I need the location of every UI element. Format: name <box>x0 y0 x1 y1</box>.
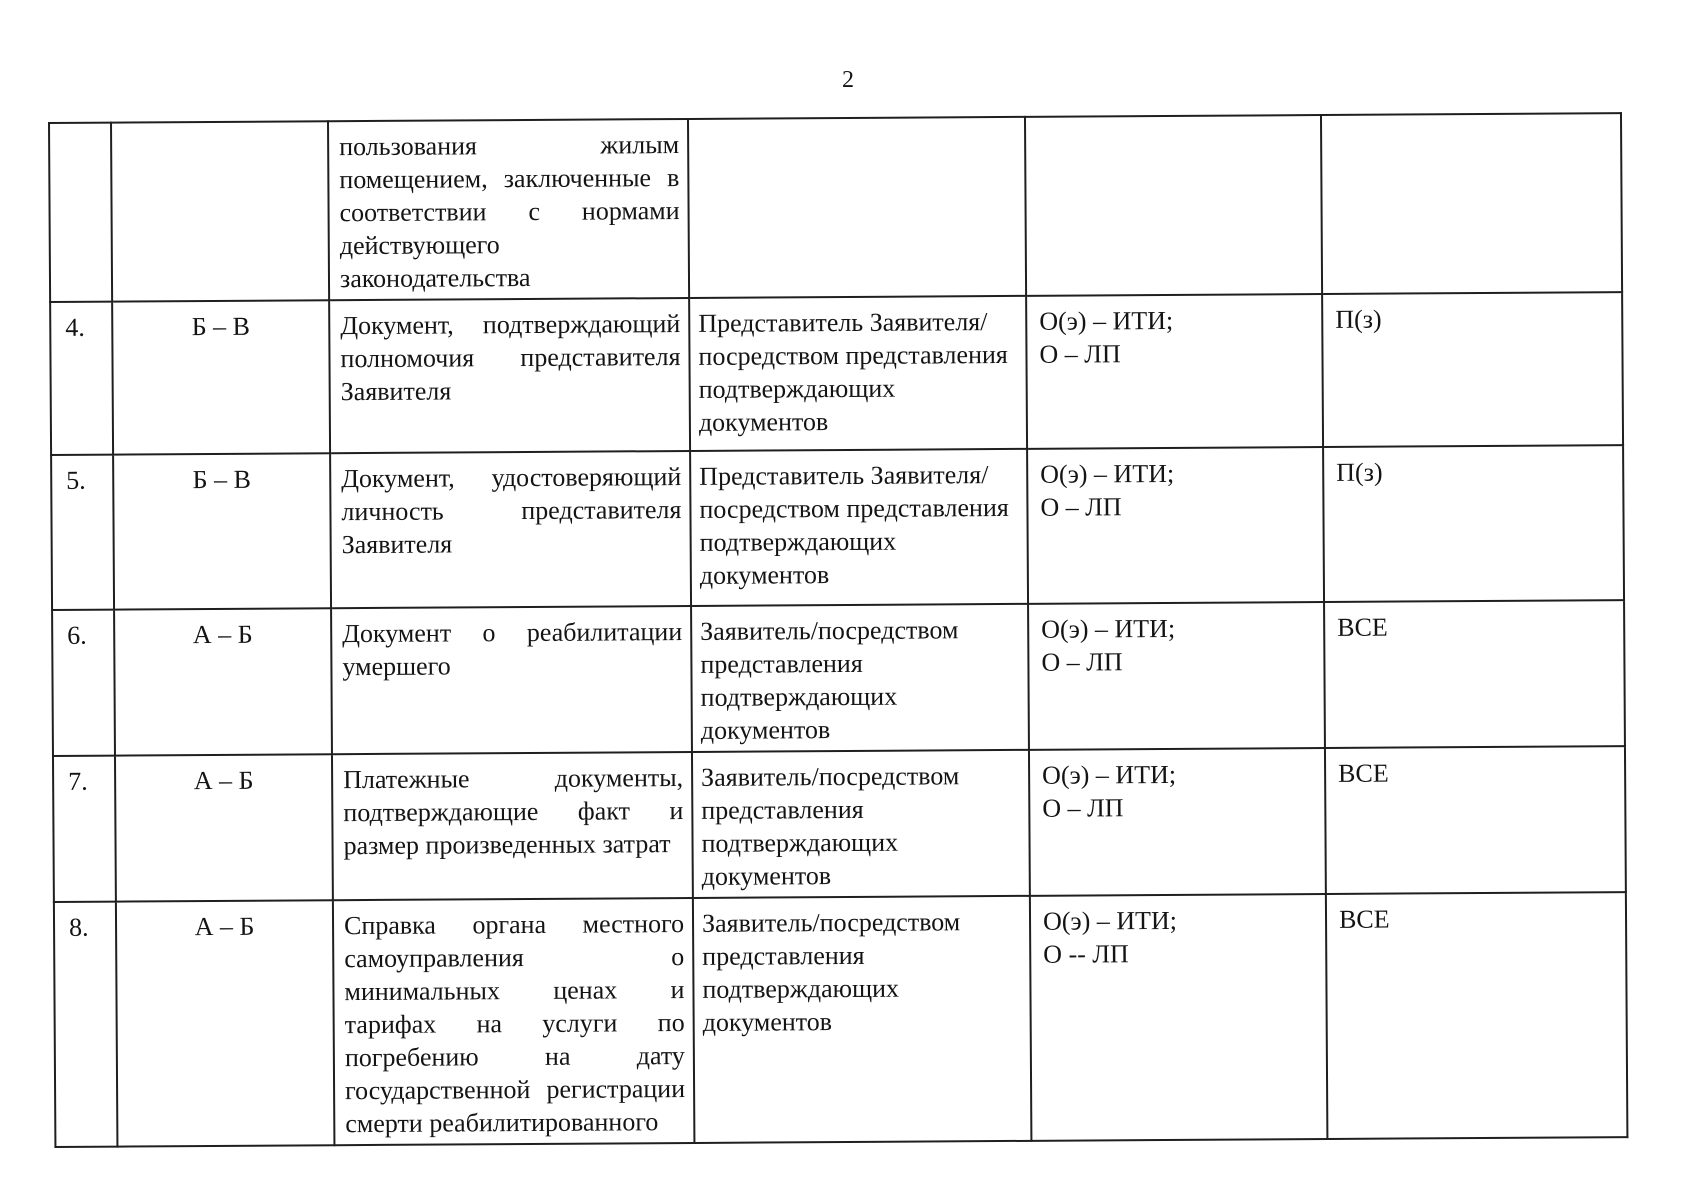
document-name: Документ, удостоверяющий личность представителя Заявителя <box>330 451 691 608</box>
document-name: Платежные документы, подтверждающие факт и размер произведенных затрат <box>332 752 693 900</box>
document-scope: ВСЕ <box>1325 746 1626 894</box>
row-number: 6. <box>52 610 115 756</box>
row-number: 4. <box>50 302 113 455</box>
document-form: О(э) – ИТИ; О – ЛП <box>1029 748 1326 896</box>
page-number: 2 <box>842 67 854 93</box>
document-provider: Заявитель/посредством представления подтверждающих документов <box>691 604 1029 752</box>
document-name: Справка органа местного самоуправления о минимальных ценах и тарифах на услуги по погребению на дату государственной регистрации смерти реабилитированного <box>333 898 695 1145</box>
row-code: А – Б <box>115 754 333 901</box>
document-scope: ВСЕ <box>1324 600 1625 748</box>
row-number: 5. <box>51 455 114 610</box>
table-row <box>53 746 1626 902</box>
document-form <box>1025 115 1322 296</box>
document-provider: Заявитель/посредством представления подтверждающих документов <box>692 750 1030 898</box>
document-name: Документ о реабилитации умершего <box>331 606 692 754</box>
row-code: А – Б <box>114 608 332 755</box>
document-provider: Заявитель/посредством представления подтверждающих документов <box>693 896 1032 1143</box>
document-provider <box>688 117 1026 298</box>
document-name: пользования жилым помещением, заключенные в соответствии с нормами действующего законодательства <box>328 119 689 300</box>
documents-table <box>48 112 1628 1148</box>
table-row <box>50 292 1623 455</box>
document-form: О(э) – ИТИ; О -- ЛП <box>1030 894 1328 1141</box>
table-row <box>49 113 1622 302</box>
row-code: А – Б <box>116 900 335 1146</box>
document-form: О(э) – ИТИ; О – ЛП <box>1028 602 1325 750</box>
row-number: 7. <box>53 756 116 902</box>
row-code: Б – В <box>113 453 331 609</box>
document-provider: Представитель Заявителя/посредством представления подтверждающих документов <box>689 296 1027 451</box>
row-code: Б – В <box>112 300 330 454</box>
row-number: 8. <box>54 902 118 1147</box>
document-scope <box>1321 113 1622 294</box>
table-row <box>52 600 1625 756</box>
row-code <box>111 121 329 301</box>
document-provider: Представитель Заявителя/посредством представления подтверждающих документов <box>690 449 1028 606</box>
document-form: О(э) – ИТИ; О – ЛП <box>1026 294 1323 449</box>
table-row <box>51 445 1624 610</box>
row-number <box>49 123 112 302</box>
document-scope: ВСЕ <box>1326 892 1628 1139</box>
document-scope: П(з) <box>1322 292 1623 447</box>
document-form: О(э) – ИТИ; О – ЛП <box>1027 447 1324 604</box>
document-scope: П(з) <box>1323 445 1624 602</box>
table-row <box>54 892 1628 1147</box>
document-name: Документ, подтверждающий полномочия представителя Заявителя <box>329 298 690 453</box>
